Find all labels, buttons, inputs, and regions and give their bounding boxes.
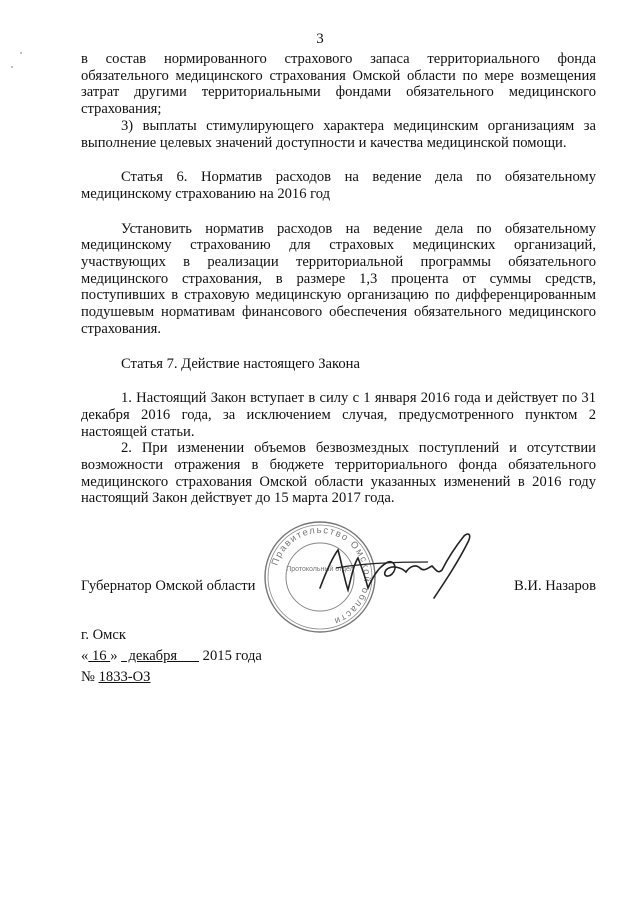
date-day: 16 (88, 648, 111, 664)
date-close-quote: » (110, 648, 118, 664)
number-sign: № (81, 669, 95, 685)
governor-name: В.И. Назаров (514, 578, 596, 594)
stamp-center-text: Протокольный отдел (286, 566, 354, 573)
document-body (81, 51, 596, 507)
date-open-quote: « (81, 648, 89, 664)
document-footer (81, 625, 262, 688)
article-6-heading: Статья 6. Норматив расходов на ведение дела по обязательному медицинскому страхованию на 2016 год (81, 169, 596, 202)
scan-speck (11, 66, 13, 68)
city: г. Омск (81, 627, 126, 643)
date-year: 2015 года (202, 648, 262, 664)
paragraph-continuation: в состав нормированного страхового запаса территориального фонда обязательного медицинского страхования Омской области по мере возмещения затрат другими территориальными фондами обязательного медицинского страхования; (81, 51, 596, 118)
page-number: 3 (316, 31, 324, 47)
signature-row (81, 578, 596, 598)
article-7-item-2: 2. При изменении объемов безвозмездных поступлений и отсутствии возможности отражения в бюджете территориального фонда обязательного медицинского страхования Омской области указанных изменений в 2016 году настоящий Закон действует до 15 марта 2017 года. (81, 440, 596, 507)
stamp-ring-text: Правительство Омской области (269, 524, 373, 627)
article-6-text: Установить норматив расходов на ведение дела по обязательному медицинскому страхованию для страховых медицинских организаций, участвующих в реализации территориальной программы обязательного медицинского страхования, в размере 1,3 процента от суммы средств, поступивших в страховую медицинскую организацию по дифференцированным подушевым нормативам финансового обеспечения обязательного медицинского страхования. (81, 220, 596, 337)
signing-date (81, 646, 262, 667)
list-item-3: 3) выплаты стимулирующего характера медицинским организациям за выполнение целевых значений доступности и качества медицинской помощи. (81, 117, 596, 151)
law-number (81, 667, 262, 688)
article-7-heading: Статья 7. Действие настоящего Закона (121, 355, 360, 372)
scan-speck (20, 52, 22, 54)
date-month: декабря (121, 648, 200, 664)
law-number-value: 1833-ОЗ (98, 669, 151, 685)
governor-title: Губернатор Омской области (81, 578, 256, 594)
article-7-item-1: 1. Настоящий Закон вступает в силу с 1 января 2016 года и действует по 31 декабря 2016 года, за исключением случая, предусмотренного пунктом 2 настоящей статьи. (81, 390, 596, 440)
